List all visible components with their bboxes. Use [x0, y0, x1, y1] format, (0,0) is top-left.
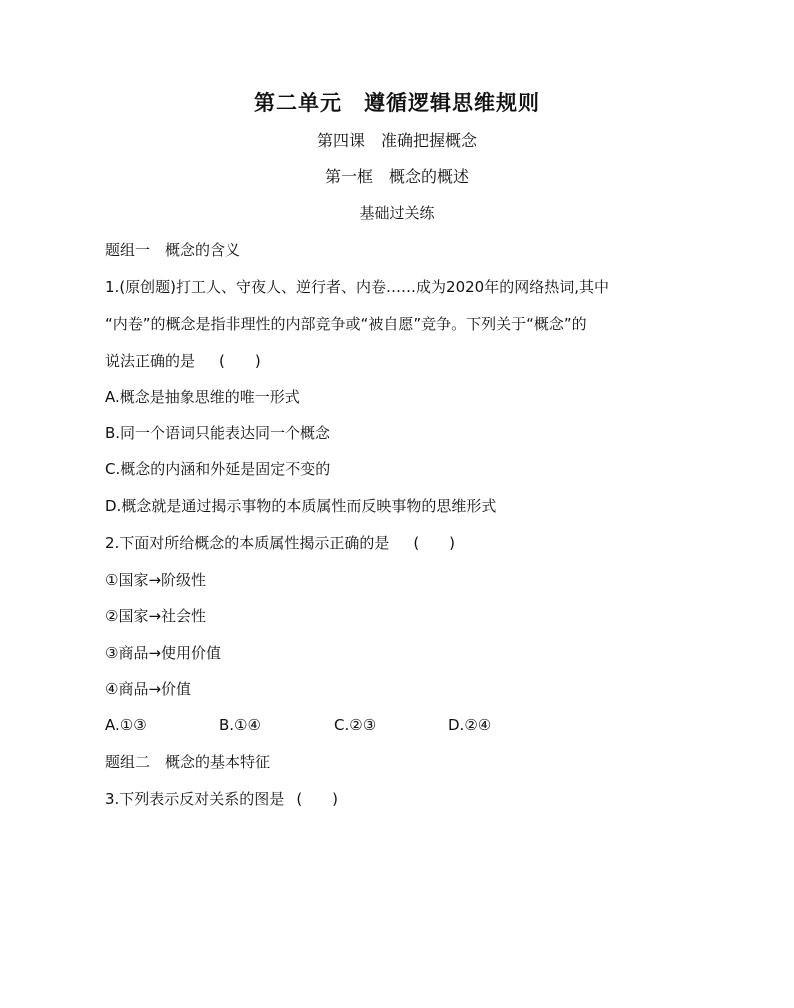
question-1-number: 1. [105, 278, 120, 296]
lesson-title: 第四课 准确把握概念 [316, 131, 477, 150]
question-1-line-2: “内卷”的概念是指非理性的内部竞争或“被自愿”竞争。下列关于“概念”的 [105, 315, 587, 333]
question-2-item-3: ③商品→使用价值 [105, 644, 222, 662]
question-1-line-1 [105, 278, 609, 296]
question-2-item-1: ①国家→阶级性 [105, 571, 207, 589]
question-2-option-d: D.②④ [448, 716, 492, 734]
group-two-title: 题组二 概念的基本特征 [105, 753, 271, 771]
group-one-title: 题组一 概念的含义 [105, 241, 241, 259]
question-1-option-c: C.概念的内涵和外延是固定不变的 [105, 460, 331, 478]
question-1-text-3: 说法正确的是 [105, 352, 196, 370]
question-2-answer-paren: ( ) [413, 534, 456, 552]
question-2-item-2: ②国家→社会性 [105, 607, 207, 625]
practice-label: 基础过关练 [359, 204, 435, 222]
question-1-tag: (原创题) [119, 278, 177, 296]
question-3-stem-line [105, 790, 338, 808]
question-2-option-c: C.②③ [334, 716, 377, 734]
question-1-option-d: D.概念就是通过揭示事物的本质属性而反映事物的思维形式 [105, 497, 497, 515]
question-2-stem: 2.下面对所给概念的本质属性揭示正确的是 [105, 534, 390, 552]
question-2-option-a: A.①③ [105, 716, 147, 734]
question-1-option-b: B.同一个语词只能表达同一个概念 [105, 424, 331, 442]
question-2-option-b: B.①④ [219, 716, 261, 734]
question-3-answer-paren: ( ) [296, 790, 339, 808]
question-1-option-a: A.概念是抽象思维的唯一形式 [105, 388, 300, 406]
unit-title: 第二单元 遵循逻辑思维规则 [254, 91, 540, 115]
question-1-text-1: 打工人、守夜人、逆行者、内卷……成为2020年的网络热词,其中 [176, 278, 609, 296]
question-3-stem: 3.下列表示反对关系的图是 [105, 790, 285, 808]
question-2-item-4: ④商品→价值 [105, 680, 192, 698]
question-2-stem-line [105, 534, 455, 552]
question-1-answer-paren: ( ) [219, 352, 261, 370]
section-title: 第一框 概念的概述 [324, 167, 469, 186]
question-1-line-3 [105, 352, 261, 370]
